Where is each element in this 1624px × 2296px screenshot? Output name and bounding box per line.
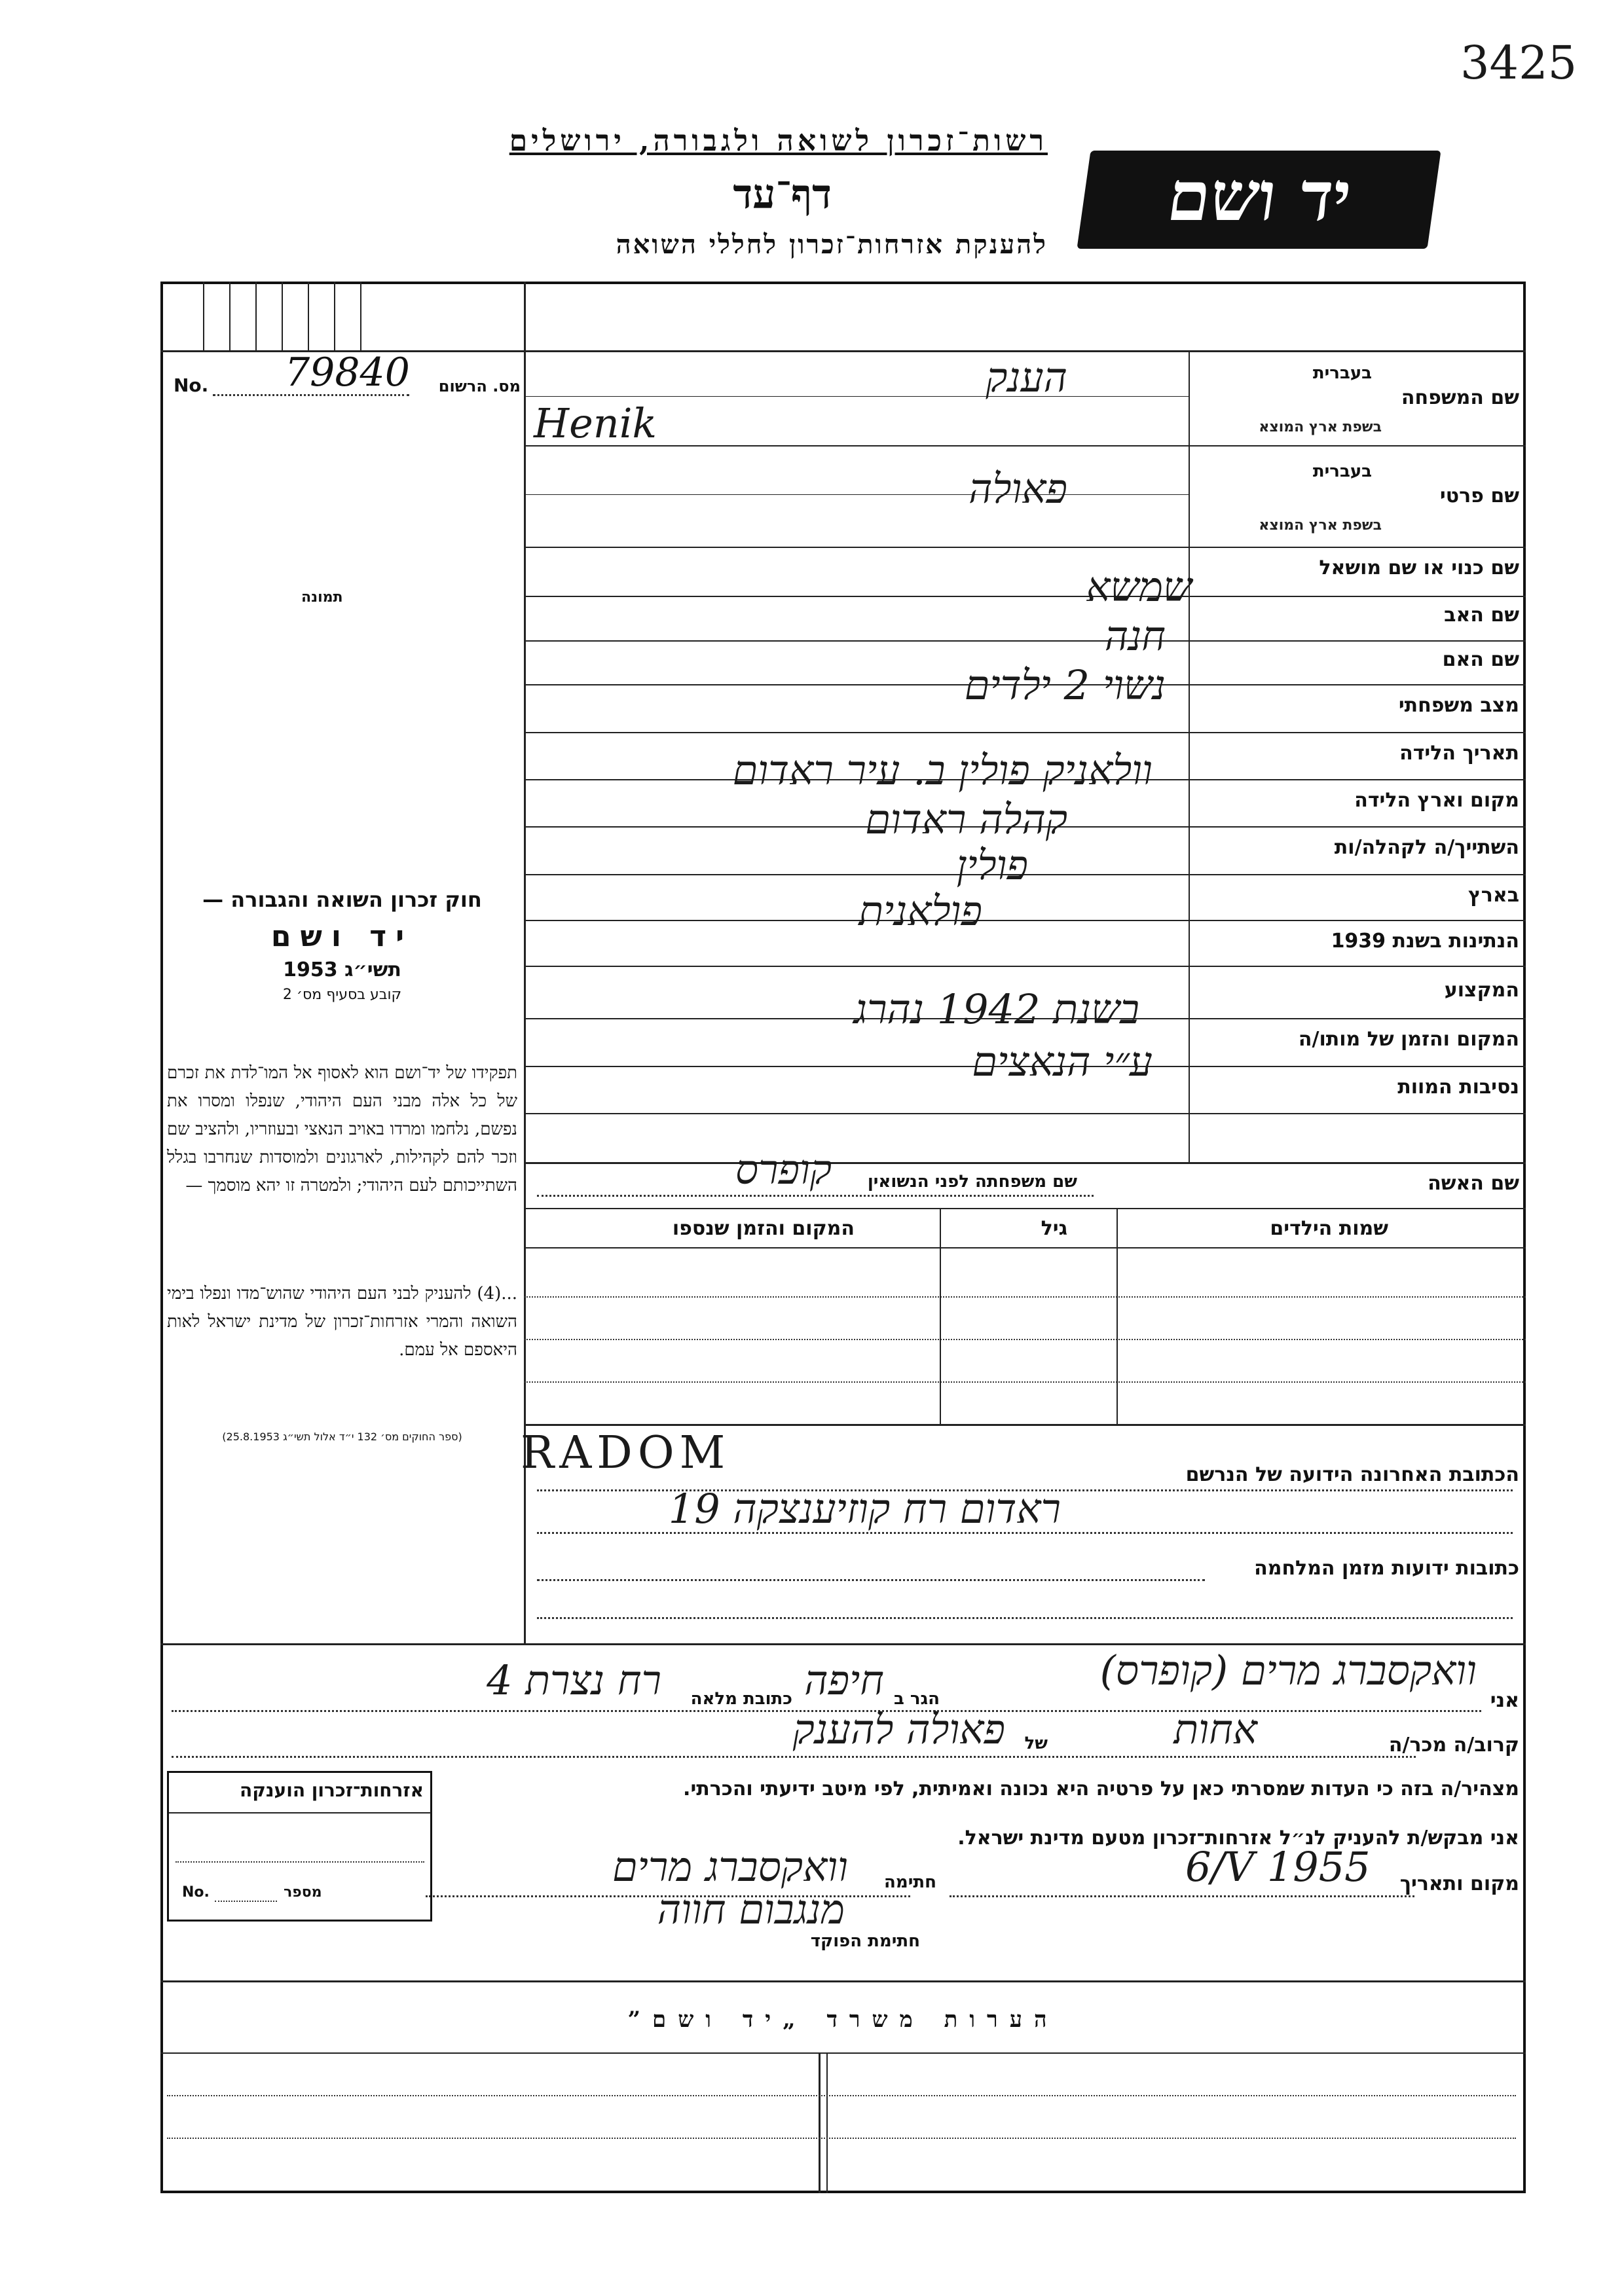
of-person-value: פאולה להענק	[792, 1705, 1005, 1753]
place-date-label: מקום ותאריך	[1399, 1872, 1519, 1895]
full-address-label: כתובת מלאה	[690, 1689, 792, 1709]
children-place-header: המקום והזמן שנספו	[672, 1217, 855, 1240]
signature-label: חתימה	[884, 1872, 936, 1892]
death-place-time-value: בשנת 1942 נהרג	[853, 985, 1139, 1033]
children-names-header: שמות הילדים	[1270, 1217, 1388, 1240]
mother-name-label: שם האם	[1442, 648, 1519, 671]
citizenship-box-title: אזרחות־זכרון הוענקה	[240, 1779, 424, 1801]
surname-hebrew-value: הענק	[986, 354, 1067, 401]
form-subtitle: להענקת אזרחות־זכרון לחללי השואה	[616, 229, 1048, 260]
resides-label: הגר ב	[893, 1689, 940, 1709]
country-label: בארץ	[1467, 884, 1519, 907]
notes-title: הערות משרד „יד ושם”	[627, 2007, 1059, 2033]
children-age-header: גיל	[1041, 1217, 1067, 1240]
nickname-label: שם כנוי או שם מושאל	[1319, 556, 1519, 579]
death-place-time-label: המקום והזמן של מותו/ה	[1298, 1028, 1519, 1051]
surname-native-label: בשפת ארץ המוצא	[1259, 419, 1382, 435]
header	[262, 124, 1048, 275]
citizenship-box	[167, 1771, 432, 1922]
first-name-native-label: בשפת ארץ המוצא	[1259, 517, 1382, 534]
community-value: קהלה ראדום	[865, 795, 1067, 843]
children-table	[524, 1208, 1526, 1424]
law-title: חוק זכרון השואה והגבורה —	[202, 887, 482, 912]
profession-label: המקצוע	[1444, 979, 1519, 1002]
last-address-label: הכתובת האחרונה הידועה של הנרשם	[1185, 1463, 1519, 1486]
war-address-label: כתובות ידועות מזמן המלחמה	[1254, 1557, 1519, 1580]
death-circumstances-label: נסיבות המוות	[1397, 1076, 1519, 1099]
father-name-label: שם האב	[1444, 604, 1519, 627]
birth-date-label: תאריך הלידה	[1399, 742, 1519, 765]
law-footnote: (ספר החוקים מס׳ 132 י״ד אלול תשי״ג 25.8.1953)	[222, 1430, 462, 1443]
citizenship-1939-value: פולאנית	[858, 887, 982, 935]
statement-truth: מצהיר/ה בזה כי העדות שמסרתי כאן על פרטיה היא נכונה ואמיתית, לפי מיטב ידיעתי והכרתי.	[683, 1777, 1519, 1800]
wife-label: שם האשה	[1428, 1172, 1519, 1195]
citizenship-number-label: מספר	[284, 1884, 322, 1901]
law-clause: קובע בסעיף מס׳ 2	[282, 987, 402, 1003]
surname-hebrew-label: בעברית	[1312, 363, 1372, 383]
citizenship-no-label: No.	[182, 1884, 210, 1901]
first-name-value: פאולה	[969, 465, 1067, 513]
last-address-value: ראדום רח קוזיענצקה 19	[668, 1485, 1061, 1533]
citizenship-1939-label: הנתינות בשנת 1939	[1331, 930, 1519, 953]
declarant-city: חיפה	[804, 1656, 884, 1704]
archive-number: 3425	[1460, 36, 1578, 90]
photo-label: תמונה	[301, 589, 343, 606]
last-address-latin: RADOM	[521, 1427, 731, 1479]
relation-label: קרוב/ה מכר/ה	[1388, 1734, 1519, 1757]
declaration-i-label: אני	[1490, 1689, 1519, 1712]
law-box	[167, 887, 517, 1003]
registration-heb-label: מס. הרשום	[438, 377, 521, 395]
registration-number	[174, 350, 521, 399]
law-name: יד ושם	[270, 920, 414, 953]
first-name-hebrew-label: בעברית	[1312, 462, 1372, 481]
law-paragraph-2: ...(4) להעניק לבני העם היהודי שהוש־מדו ונפלו בימי השואה והמרי אזרחות־זכרון של מדינת ישראל לאות היאספם אל עמם.	[167, 1284, 517, 1360]
registration-value: 79840	[285, 350, 410, 395]
birth-place-value: וולאניק פולין ב. עיר ראדום	[732, 746, 1153, 794]
declarant-full-address: רח נצרת 4	[487, 1656, 661, 1704]
form-title: דף־עד	[733, 170, 832, 218]
surname-label: שם המשפחה	[1401, 386, 1519, 409]
declarant-name: וואקסברג מרים (קופרס)	[1099, 1647, 1477, 1694]
community-label: השתייך/ה לקהלה/ות	[1334, 836, 1519, 859]
surname-native-value: Henik	[534, 399, 657, 447]
official-signature-label: חתימת הפוקד	[810, 1931, 920, 1951]
wife-maiden-value: קופרס	[735, 1146, 832, 1194]
statement-request: אני מבקש/ת להעניק לנ״ל אזרחות־זכרון מטעם מדינת ישראל.	[957, 1827, 1519, 1850]
birth-place-label: מקום וארץ הלידה	[1354, 789, 1519, 812]
declaration-date: 6/V 1955	[1185, 1843, 1371, 1891]
org-line: רשות־זכרון לשואה ולגבורה, ירושלים	[509, 124, 1048, 158]
marital-status-label: מצב משפחתי	[1398, 694, 1519, 717]
law-year: תשי״ג 1953	[283, 958, 401, 981]
death-circumstances-value: ע״י הנאצים	[972, 1038, 1153, 1085]
official-signature: מנגבום חווה	[657, 1886, 845, 1933]
mother-name-value: חנה	[1104, 612, 1166, 660]
logo-text: יד ושם	[1162, 156, 1357, 236]
father-name-value: שמשא	[1086, 563, 1192, 611]
first-name-label: שם פרטי	[1439, 484, 1519, 507]
yad-vashem-logo	[1077, 151, 1441, 249]
registration-no-label: No.	[174, 374, 209, 396]
marital-status-value: נשוי 2 ילדים	[964, 661, 1166, 709]
relation-value: אחות	[1173, 1705, 1257, 1753]
declarant-signature: וואקסברג מרים	[612, 1843, 848, 1891]
of-label: של	[1024, 1734, 1048, 1753]
country-value: פולין	[956, 841, 1028, 889]
wife-maiden-label: שם משפחתה לפני הנשואין	[867, 1172, 1077, 1192]
law-paragraph-1: תפקידו של יד־ושם הוא לאסוף אל המו־לדת את זכרם של כל אלה מבני העם היהודי, שנפלו ומסרו את נפשם, נלחמו ומרדו באויב הנאצי ובעוזריו, ולהציב שם וזכר להם לקהילות, לארגונים ולמוסדות שנחרבו בגלל השתייכותם לעם היהודי; ולמטרה זו יהא מוסמך —	[167, 1063, 517, 1195]
